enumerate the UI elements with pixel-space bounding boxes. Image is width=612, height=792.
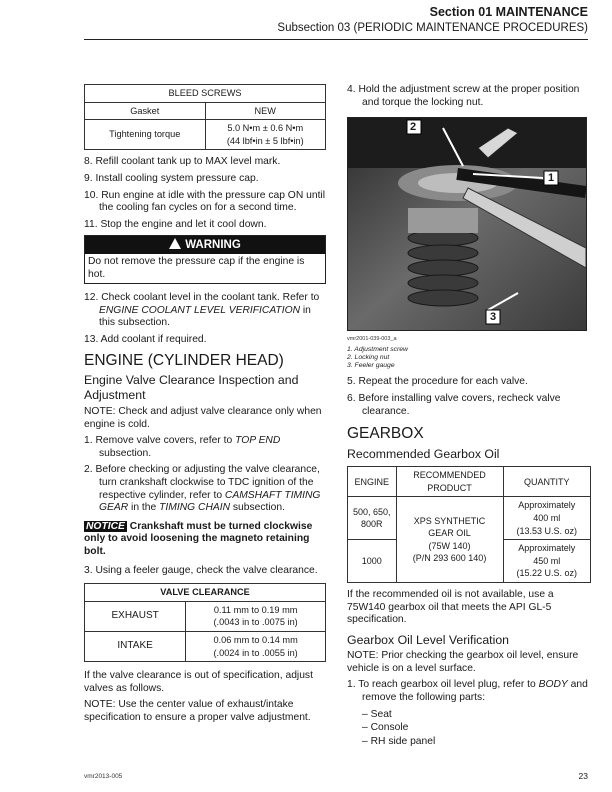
header-rule xyxy=(84,39,588,40)
bleed-screws-table xyxy=(84,84,326,150)
bleed-table-cell: Gasket xyxy=(85,102,206,120)
table-cell: 500, 650, 800R xyxy=(348,497,397,540)
callout-2: 2 xyxy=(410,121,417,134)
list-item: 2. Before checking or adjusting the valve clearance, turn crankshaft clockwise to TDC ignition of the respective cylinder, refer to CAMSHAFT TIMING GEAR in the TIMING CHAIN subsection. xyxy=(84,464,321,514)
table-cell: Approximately 450 ml (15.22 U.S. oz) xyxy=(503,540,591,583)
notice: NOTICE Crankshaft must be turned clockwise only to avoid loosening the magneto retaining bolt. xyxy=(84,520,313,558)
warning-triangle-icon xyxy=(169,238,181,249)
table-cell: EXHAUST xyxy=(85,601,186,631)
bleed-table-cell xyxy=(205,120,326,150)
torque-nm: 5.0 N•m ± 0.6 N•m xyxy=(227,123,304,134)
warning-box xyxy=(84,235,326,284)
list-item: 3. Using a feeler gauge, check the valve clearance. xyxy=(84,564,318,576)
list-item: 1. Remove valve covers, refer to TOP END subsection. xyxy=(84,435,281,459)
bleed-table-title: BLEED SCREWS xyxy=(85,85,326,103)
subsection-title: Subsection 03 (PERIODIC MAINTENANCE PROCEDURES) xyxy=(277,22,588,34)
bleed-table-cell: Tightening torque xyxy=(85,120,206,150)
list-item: 4. Hold the adjustment screw at the proper position and torque the locking nut. xyxy=(347,84,580,108)
gearbox-level-heading: Gearbox Oil Level Verification xyxy=(347,632,509,647)
warning-label: WARNING xyxy=(185,239,241,252)
note: NOTE: Check and adjust valve clearance only when engine is cold. xyxy=(84,406,322,430)
table-cell: 0.06 mm to 0.14 mm (.0024 in to .0055 in) xyxy=(186,632,326,662)
list-item: 8. Refill coolant tank up to MAX level mark. xyxy=(84,156,281,168)
paragraph: If the valve clearance is out of specification, adjust valves as follows. xyxy=(84,670,313,694)
callout-3: 3 xyxy=(490,311,497,324)
engine-photo xyxy=(348,118,586,330)
callout-1: 1 xyxy=(548,172,555,185)
table-cell: Approximately 400 ml (13.53 U.S. oz) xyxy=(503,497,591,540)
warning-text: Do not remove the pressure cap if the engine is hot. xyxy=(88,255,305,280)
notice-badge: NOTICE xyxy=(86,520,125,532)
sub-list-item: – Console xyxy=(362,722,409,734)
valve-clearance-table xyxy=(84,583,326,662)
figure-legend: 1. Adjustment screw 2. Locking nut 3. Feeler gauge xyxy=(347,345,408,370)
list-item: 9. Install cooling system pressure cap. xyxy=(84,172,259,184)
list-item: 11. Stop the engine and let it cool down. xyxy=(84,218,267,230)
gearbox-oil-heading: Recommended Gearbox Oil xyxy=(347,446,500,461)
list-item: 10. Run engine at idle with the pressure cap ON until the cooling fan cycles on for a second time. xyxy=(84,189,325,214)
list-item: 12. Check coolant level in the coolant tank. Refer to ENGINE COOLANT LEVEL VERIFICATION in this subsection. xyxy=(84,292,320,329)
table-header: ENGINE xyxy=(348,467,397,497)
table-cell: 1000 xyxy=(348,540,397,583)
engine-heading: ENGINE (CYLINDER HEAD) xyxy=(84,351,284,369)
gearbox-heading: GEARBOX xyxy=(347,425,424,443)
section-title: Section 01 MAINTENANCE xyxy=(429,5,588,19)
list-item: 1. To reach gearbox oil level plug, refer to BODY and remove the following parts: xyxy=(347,679,588,704)
paragraph: If the recommended oil is not available, use a 75W140 gearbox oil that meets the API GL-5 specification. xyxy=(347,589,554,626)
table-cell: XPS SYNTHETIC GEAR OIL (75W 140) (P/N 293 600 140) xyxy=(396,497,503,583)
right-column xyxy=(347,84,591,749)
table-cell: 0.11 mm to 0.19 mm (.0043 in to .0075 in) xyxy=(186,601,326,631)
valve-adjustment-figure xyxy=(347,117,587,331)
valve-table-title: VALVE CLEARANCE xyxy=(85,584,326,602)
valve-clearance-heading: Engine Valve Clearance Inspection and Adjustment xyxy=(84,373,299,402)
list-item: 5. Repeat the procedure for each valve. xyxy=(347,376,528,388)
page-number: 23 xyxy=(578,771,588,781)
list-item: 6. Before installing valve covers, recheck valve clearance. xyxy=(347,392,561,417)
bleed-table-cell: NEW xyxy=(205,102,326,120)
left-column xyxy=(84,84,326,729)
list-item: 13. Add coolant if required. xyxy=(84,333,207,345)
figure-code: vmr2001-039-003_a xyxy=(347,336,397,343)
table-header: QUANTITY xyxy=(503,467,591,497)
gearbox-oil-table xyxy=(347,466,591,583)
table-header: RECOMMENDED PRODUCT xyxy=(396,467,503,497)
note: NOTE: Use the center value of exhaust/intake specification to ensure a proper valve adjustment. xyxy=(84,699,311,723)
table-cell: INTAKE xyxy=(85,632,186,662)
footer-code: vmr2013-005 xyxy=(84,773,123,780)
sub-list-item: – Seat xyxy=(362,708,392,720)
note: NOTE: Prior checking the gearbox oil level, ensure vehicle is on a level surface. xyxy=(347,650,579,674)
sub-list-item: – RH side panel xyxy=(362,735,436,747)
torque-lbfin: (44 lbf•in ± 5 lbf•in) xyxy=(226,135,304,146)
